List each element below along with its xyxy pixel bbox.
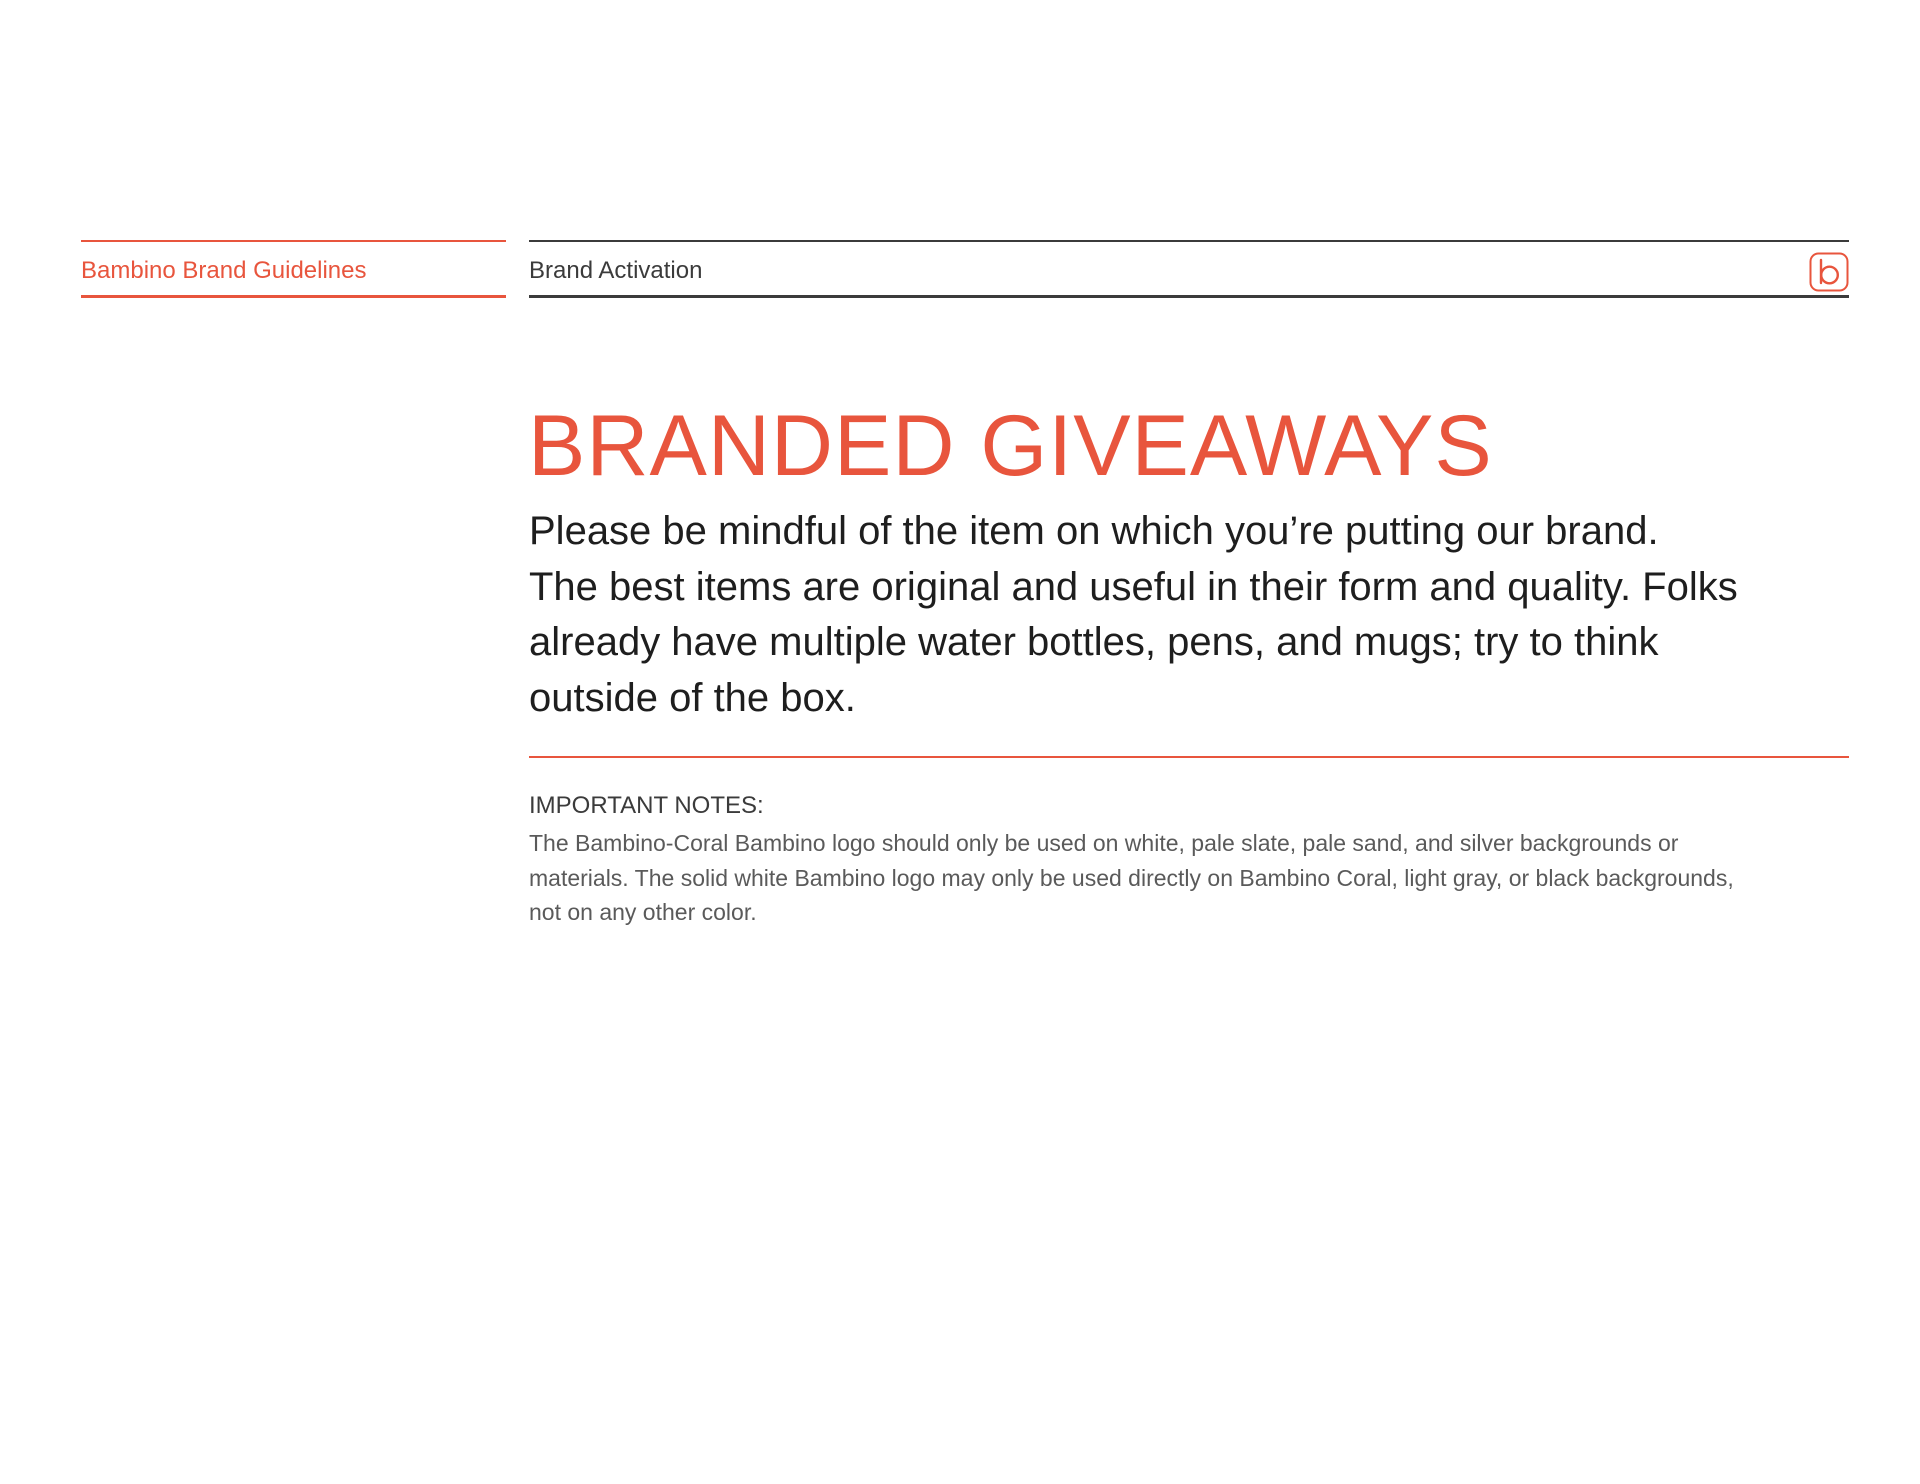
intro-line: already have multiple water bottles, pens, and mugs; try to think	[529, 620, 1659, 664]
intro-paragraph	[529, 504, 1849, 726]
intro-line: Please be mindful of the item on which you’re putting our brand.	[529, 509, 1659, 553]
section-divider	[529, 756, 1849, 758]
guide-title: Bambino Brand Guidelines	[81, 257, 367, 284]
notes-line: not on any other color.	[529, 899, 757, 925]
guide-header	[81, 240, 506, 298]
section-title: Brand Activation	[529, 257, 703, 284]
bambino-b-logo-icon	[1809, 252, 1849, 292]
notes-line: materials. The solid white Bambino logo may only be used directly on Bambino Coral, light gray, or black backgrounds,	[529, 864, 1734, 891]
section-header	[529, 240, 1849, 298]
intro-line: The best items are original and useful in their form and quality. Folks	[529, 564, 1738, 609]
notes-paragraph	[529, 826, 1849, 930]
notes-line: The Bambino-Coral Bambino logo should only be used on white, pale slate, pale sand, and silver backgrounds or	[529, 830, 1679, 856]
intro-line: outside of the box.	[529, 675, 856, 720]
notes-heading: IMPORTANT NOTES:	[529, 792, 764, 819]
page-title: BRANDED GIVEAWAYS	[528, 398, 1493, 494]
